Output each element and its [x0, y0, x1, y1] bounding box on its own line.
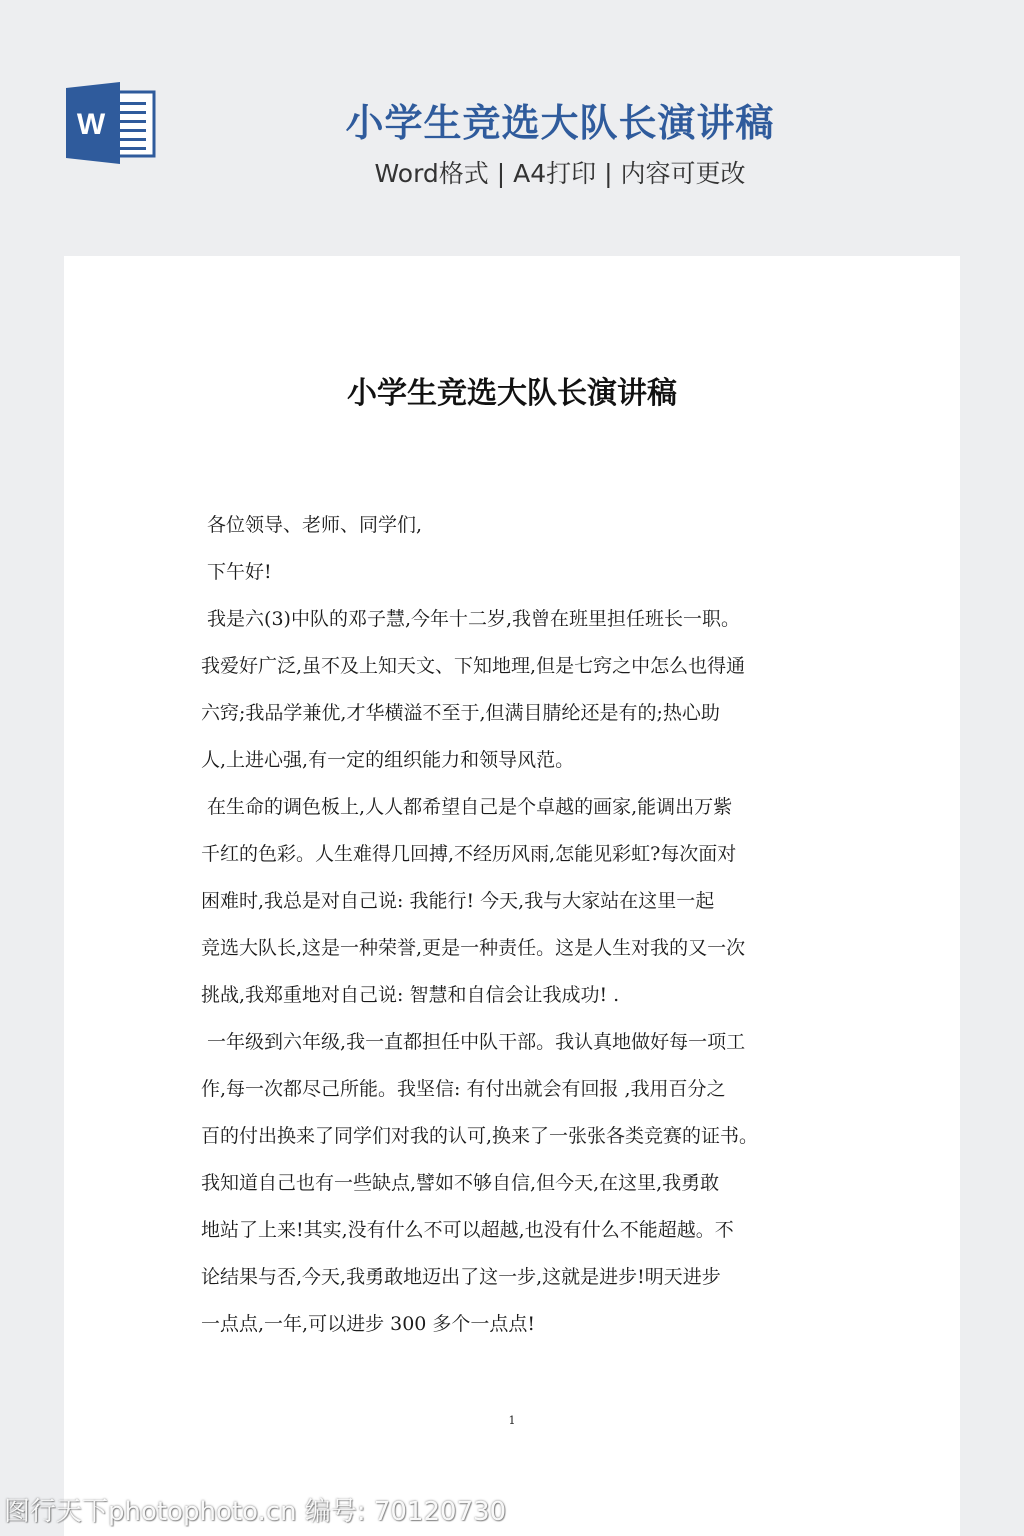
header-subtitle: Word格式 | A4打印 | 内容可更改 [374, 159, 746, 188]
document-body [201, 510, 825, 1356]
text-line: 地站了上来!其实,没有什么不可以超越,也没有什么不能超越。不 [201, 1219, 734, 1241]
text-line: 挑战,我郑重地对自己说: 智慧和自信会让我成功! . [201, 984, 620, 1006]
document-page [64, 256, 960, 1536]
text-line: 百的付出换来了同学们对我的认可,换来了一张张各类竞赛的证书。 [201, 1125, 759, 1147]
text-line: 六窍;我品学兼优,才华横溢不至于,但满目腈纶还是有的;热心助 [201, 702, 720, 724]
watermark: 图行天下photophoto.cn 编号: 70120730 [4, 1497, 507, 1527]
text-line: 我爱好广泛,虽不及上知天文、下知地理,但是七窍之中怎么也得通 [201, 655, 746, 677]
document-title: 小学生竞选大队长演讲稿 [347, 376, 677, 411]
text-line: 千红的色彩。人生难得几回搏,不经历风雨,怎能见彩虹?每次面对 [201, 843, 737, 865]
text-line: 一年级到六年级,我一直都担任中队干部。我认真地做好每一项工 [201, 1031, 746, 1053]
header-title: 小学生竞选大队长演讲稿 [345, 101, 775, 145]
text-line: 我知道自己也有一些缺点,譬如不够自信,但今天,在这里,我勇敢 [201, 1172, 720, 1194]
text-line: 作,每一次都尽己所能。我坚信: 有付出就会有回报 ,我用百分之 [201, 1078, 726, 1100]
text-line: 在生命的调色板上,人人都希望自己是个卓越的画家,能调出万紫 [201, 796, 733, 818]
svg-text:W: W [76, 108, 106, 141]
text-line: 一点点,一年,可以进步 300 多个一点点! [201, 1313, 536, 1335]
text-line: 各位领导、老师、同学们, [201, 514, 423, 536]
promo-header [0, 0, 1024, 250]
text-line: 论结果与否,今天,我勇敢地迈出了这一步,这就是进步!明天进步 [201, 1266, 721, 1288]
word-icon [64, 82, 156, 164]
text-line: 下午好! [201, 561, 272, 583]
text-line: 人,上进心强,有一定的组织能力和领导风范。 [201, 749, 575, 771]
text-line: 竞选大队长,这是一种荣誉,更是一种责任。这是人生对我的又一次 [201, 937, 746, 959]
text-line: 我是六(3)中队的邓子慧,今年十二岁,我曾在班里担任班长一职。 [201, 608, 741, 630]
text-line: 困难时,我总是对自己说: 我能行! 今天,我与大家站在这里一起 [201, 890, 715, 912]
page-number: 1 [508, 1414, 516, 1427]
